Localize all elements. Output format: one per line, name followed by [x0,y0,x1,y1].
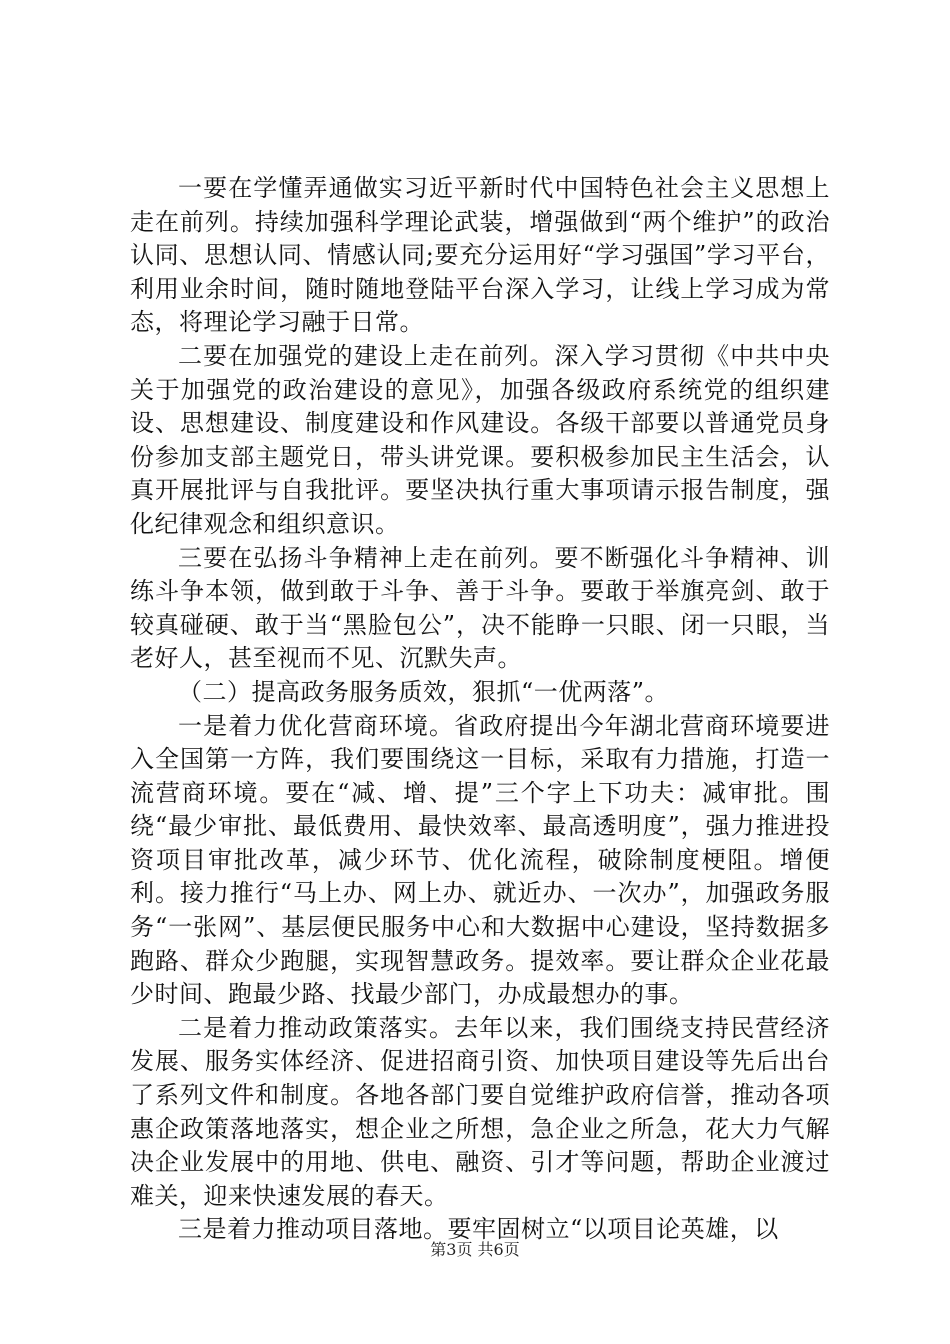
section-heading: （二）提高政务服务质效，狠抓“一优两落”。 [178,677,670,706]
page-number-footer: 第3页 共6页 [430,1240,520,1259]
paragraph-3: 三要在弘扬斗争精神上走在前列。要不断强化斗争精神、训练斗争本领，做到敢于斗争、善于斗争。要敢于举旗亮剑、敢于较真碰硬、敢于当“黑脸包公”，决不能睁一只眼、闭一只眼，当老好人，甚至视而不见、沉默失声。 [130,543,830,673]
paragraph-4: 一是着力优化营商环境。省政府提出今年湖北营商环境要进入全国第一方阵，我们要围绕这一目标，采取有力措施，打造一流营商环境。要在“减、增、提”三个字上下功夫：减审批。围绕“最少审批、最低费用、最快效率、最高透明度”，强力推进投资项目审批改革，减少环节、优化流程，破除制度梗阻。增便利。接力推行“马上办、网上办、就近办、一次办”，加强政务服务“一张网”、基层便民服务中心和大数据中心建设，坚持数据多跑路、群众少跑腿，实现智慧政务。提效率。要让群众企业花最少时间、跑最少路、找最少部门，办成最想办的事。 [130,711,830,1009]
paragraph-6: 三是着力推动项目落地。要牢固树立“以项目论英雄，以 [178,1215,779,1244]
document-body [130,172,830,1247]
paragraph-1: 一要在学懂弄通做实习近平新时代中国特色社会主义思想上走在前列。持续加强科学理论武装，增强做到“两个维护”的政治认同、思想认同、情感认同;要充分运用好“学习强国”学习平台，利用业余时间，随时随地登陆平台深入学习，让线上学习成为常态，将理论学习融于日常。 [130,174,830,337]
paragraph-5: 二是着力推动政策落实。去年以来，我们围绕支持民营经济发展、服务实体经济、促进招商引资、加快项目建设等先后出台了系列文件和制度。各地各部门要自觉维护政府信誉，推动各项惠企政策落地落实，想企业之所想，急企业之所急，花大力气解决企业发展中的用地、供电、融资、引才等问题，帮助企业渡过难关，迎来快速发展的春天。 [130,1013,830,1210]
paragraph-2: 二要在加强党的建设上走在前列。深入学习贯彻《中共中央关于加强党的政治建设的意见》，加强各级政府系统党的组织建设、思想建设、制度建设和作风建设。各级干部要以普通党员身份参加支部主题党日，带头讲党课。要积极参加民主生活会，认真开展批评与自我批评。要坚决执行重大事项请示报告制度，强化纪律观念和组织意识。 [130,341,830,538]
